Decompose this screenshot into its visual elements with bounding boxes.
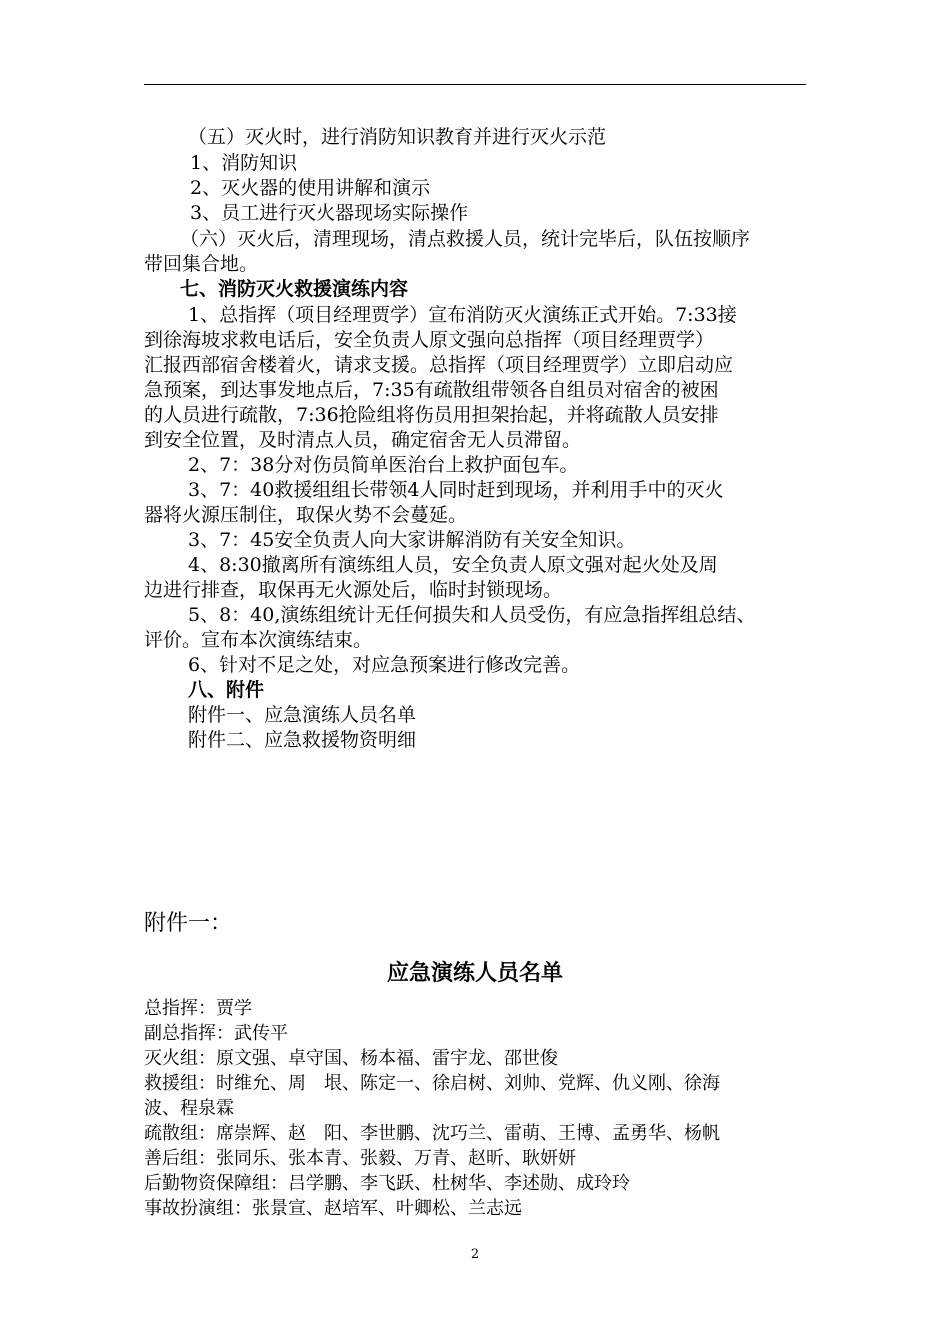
roster-aftermath-group: 善后组：张同乐、张本青、张毅、万青、赵昕、耿妍妍 — [144, 1148, 576, 1169]
line-5-intro: （五）灭火时，进行消防知识教育并进行灭火示范 — [188, 126, 607, 148]
line-extinguisher-demo: 2、灭火器的使用讲解和演示 — [190, 177, 431, 199]
roster-rescue-group: 救援组：时维允、周 垠、陈定一、徐启树、刘帅、党辉、仇义刚、徐海 — [144, 1073, 720, 1094]
para-1-line-5: 的人员进行疏散，7:36抢险组将伤员用担架抬起，并将疏散人员安排 — [144, 404, 719, 426]
heading-section-8: 八、附件 — [188, 679, 265, 701]
para-3-line-1: 3、7：40救援组组长带领4人同时赶到现场，并利用手中的灭火 — [188, 479, 724, 501]
para-1-line-3: 汇报西部宿舍楼着火，请求支援。总指挥（项目经理贾学）立即启动应 — [144, 354, 734, 376]
line-staff-practice: 3、员工进行灭火器现场实际操作 — [190, 202, 469, 224]
roster-commander: 总指挥：贾学 — [144, 998, 252, 1019]
line-fire-knowledge: 1、消防知识 — [190, 152, 298, 174]
para-1-line-4: 急预案，到达事发地点后，7:35有疏散组带领各自组员对宿舍的被困 — [144, 379, 719, 401]
roster-firefighting-group: 灭火组：原文强、卓守国、杨本福、雷宇龙、邵世俊 — [144, 1048, 558, 1069]
roster-deputy-commander: 副总指挥：武传平 — [144, 1023, 288, 1044]
para-1-line-6: 到安全位置，及时清点人员，确定宿舍无人员滞留。 — [144, 429, 582, 451]
para-4: 3、7：45安全负责人向大家讲解消防有关安全知识。 — [188, 529, 636, 551]
line-6-cont: 带回集合地。 — [144, 253, 259, 275]
header-rule — [144, 84, 806, 85]
attachment-title: 应急演练人员名单 — [386, 961, 563, 986]
roster-evacuation-group: 疏散组：席崇辉、赵 阳、李世鹏、沈巧兰、雷萌、王博、孟勇华、杨帆 — [144, 1123, 720, 1144]
para-3-line-2: 器将火源压制住，取保火势不会蔓延。 — [144, 504, 468, 526]
para-7: 6、针对不足之处，对应急预案进行修改完善。 — [188, 654, 581, 676]
para-2: 2、7：38分对伤员简单医治台上救护面包车。 — [188, 454, 579, 476]
attachment-label: 附件一： — [144, 911, 233, 936]
para-1-line-2: 到徐海坡求救电话后，安全负责人原文强向总指挥（项目经理贾学） — [144, 329, 715, 351]
para-5-line-1: 4、8:30撤离所有演练组人员，安全负责人原文强对起火处及周 — [188, 554, 718, 576]
page-number: 2 — [470, 1247, 480, 1262]
heading-section-7: 七、消防灭火救援演练内容 — [180, 278, 409, 300]
para-5-line-2: 边进行排查，取保再无火源处后，临时封锁现场。 — [144, 579, 563, 601]
para-1-line-1: 1、总指挥（项目经理贾学）宣布消防灭火演练正式开始。7:33接 — [188, 304, 737, 326]
roster-logistics-group: 后勤物资保障组：吕学鹏、李飞跃、杜树华、李述勋、成玲玲 — [144, 1173, 630, 1194]
line-6-intro: （六）灭火后，清理现场，清点救援人员，统计完毕后，队伍按顺序 — [180, 228, 751, 250]
para-6-line-1: 5、8：40,演练组统计无任何损失和人员受伤，有应急指挥组总结、 — [188, 604, 756, 626]
para-6-line-2: 评价。宣布本次演练结束。 — [144, 629, 373, 651]
attachment-ref-1: 附件一、应急演练人员名单 — [188, 704, 417, 726]
attachment-ref-2: 附件二、应急救援物资明细 — [188, 729, 417, 751]
roster-acting-group: 事故扮演组：张景宣、赵培军、叶卿松、兰志远 — [144, 1198, 522, 1219]
roster-rescue-group-cont: 波、程泉霖 — [144, 1098, 234, 1119]
